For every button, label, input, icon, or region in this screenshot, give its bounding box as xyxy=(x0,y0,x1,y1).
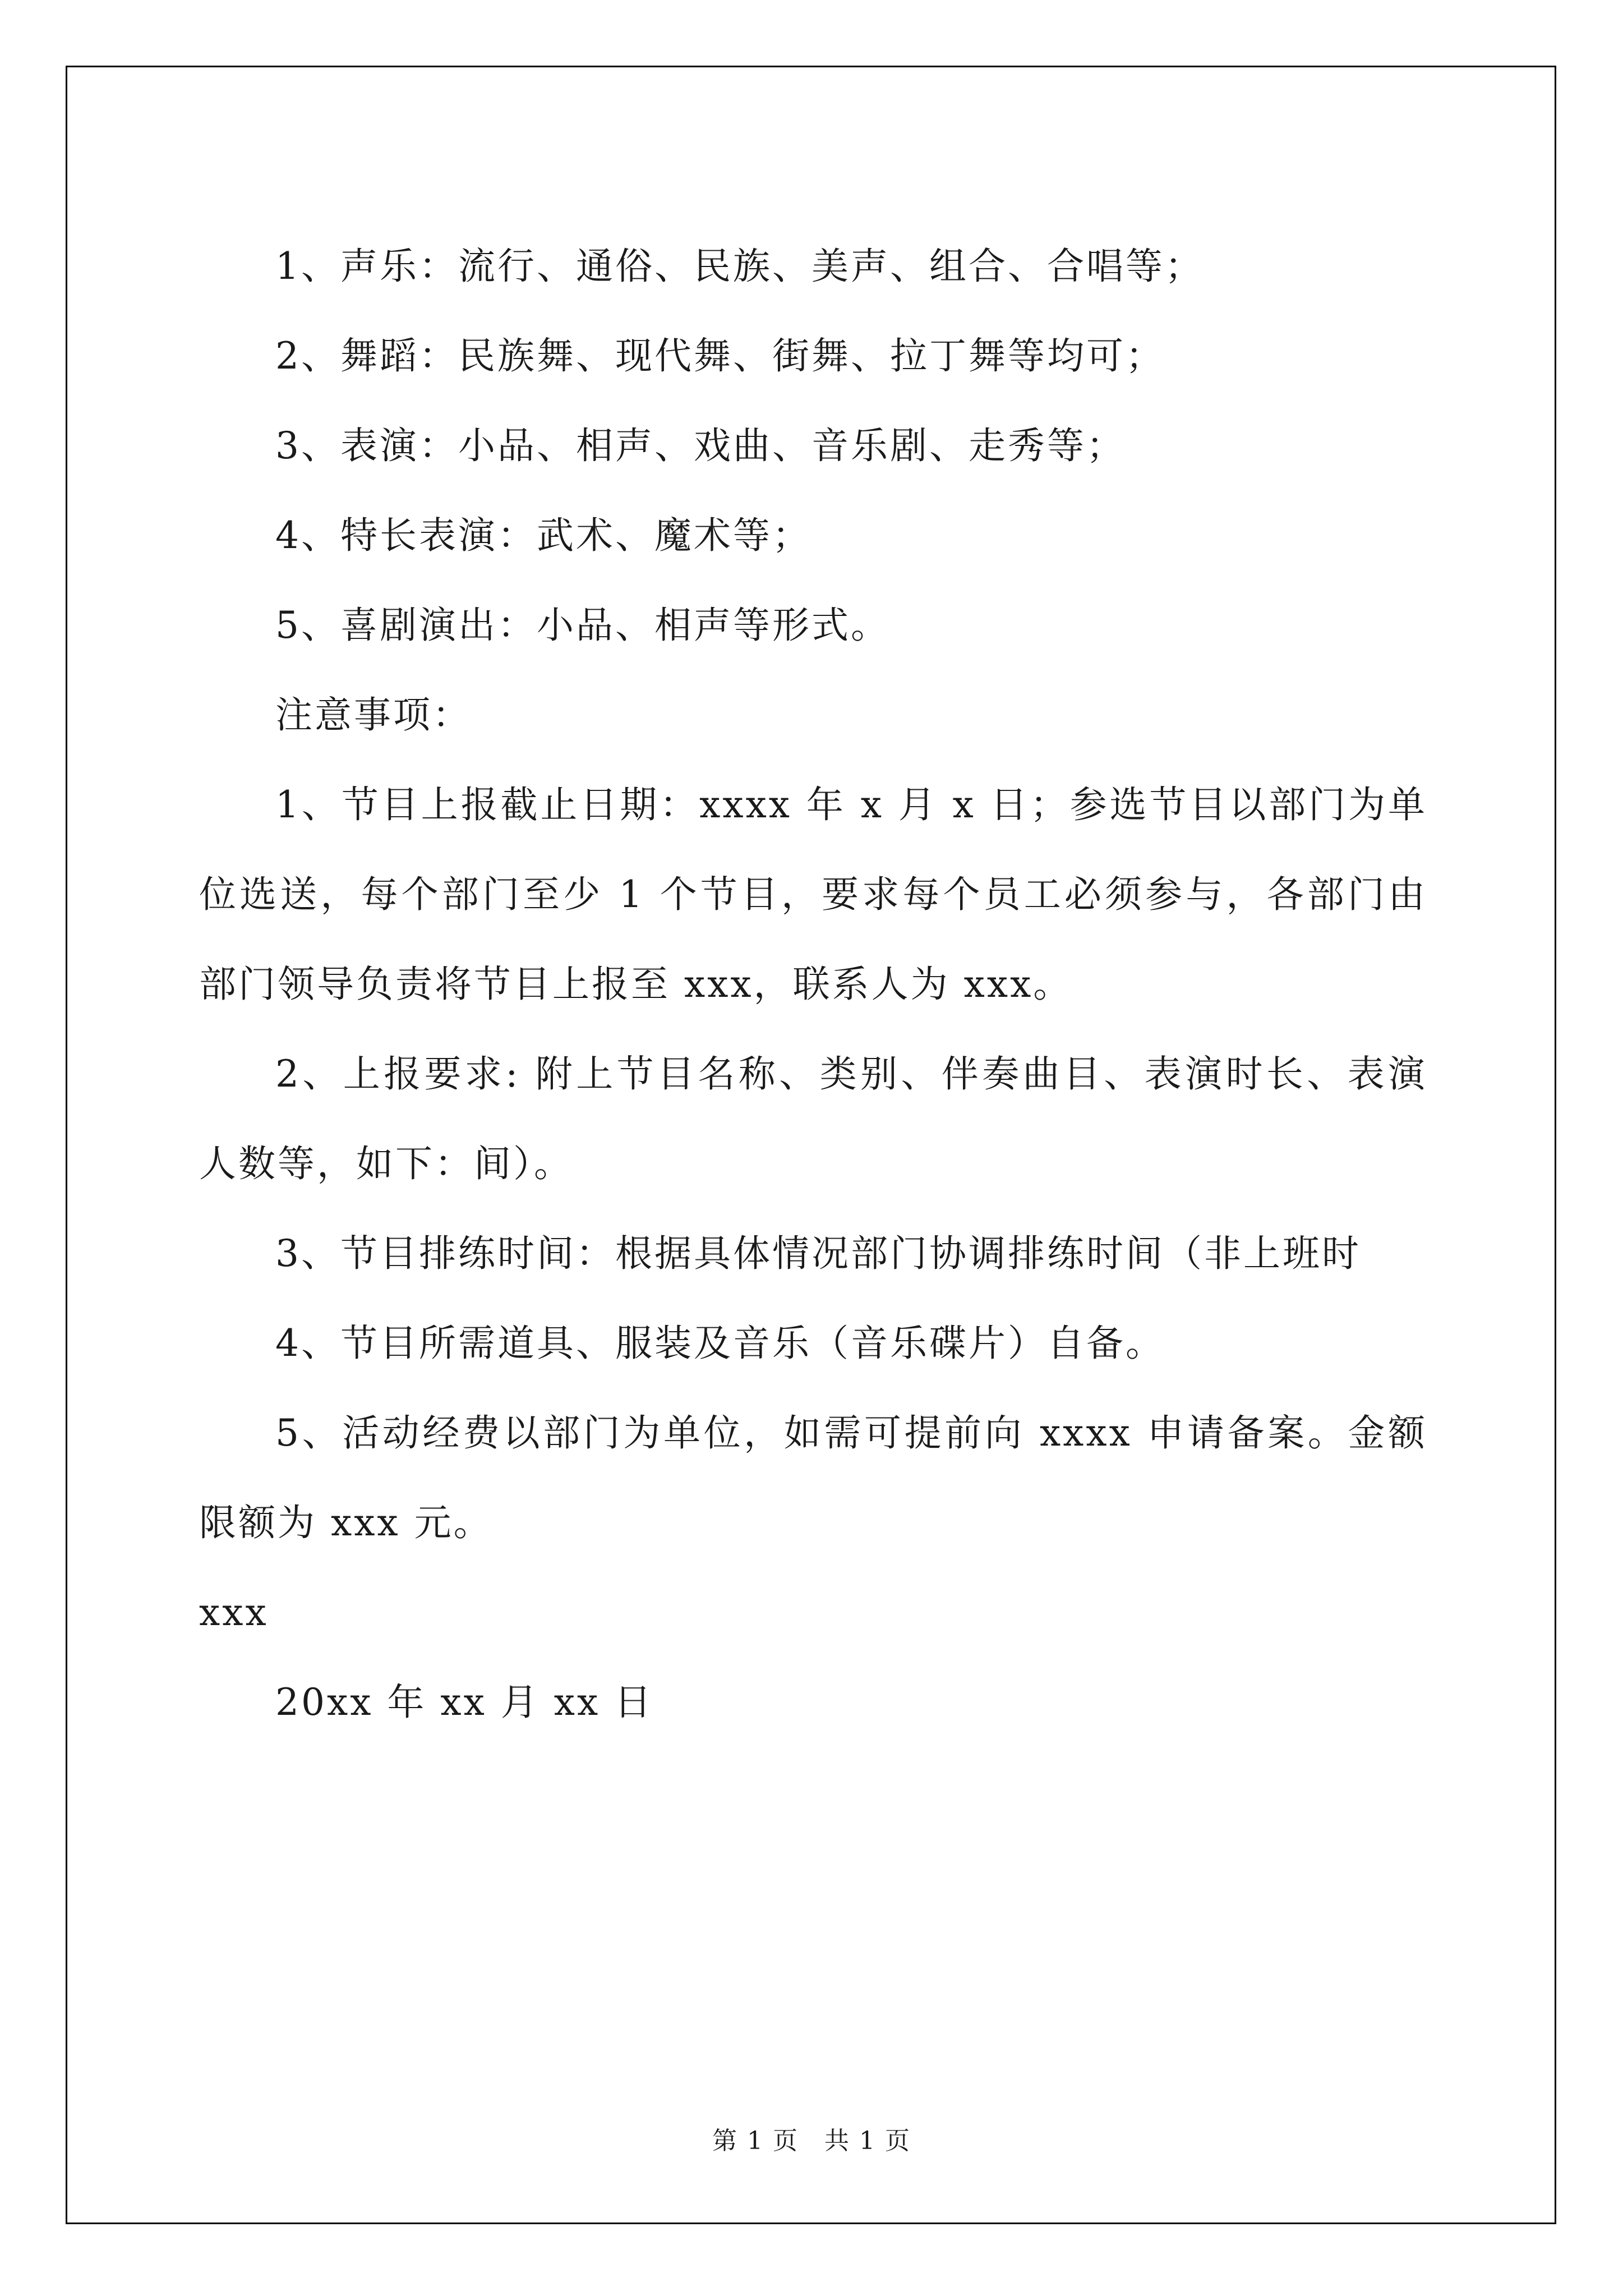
list-item-performance: 3、表演：小品、相声、戏曲、音乐剧、走秀等； xyxy=(275,424,1126,467)
list-item-vocal: 1、声乐：流行、通俗、民族、美声、组合、合唱等； xyxy=(275,245,1204,288)
note-5-line-1: 5、活动经费以部门为单位，如需可提前向 xxxx 申请备案。金额 xyxy=(275,1411,1427,1455)
note-1-line-1: 1、节目上报截止日期：xxxx 年 x 月 x 日；参选节目以部门为单 xyxy=(275,783,1427,826)
list-item-dance: 2、舞蹈：民族舞、现代舞、街舞、拉丁舞等均可； xyxy=(275,334,1165,378)
page-footer: 第 1 页 共 1 页 xyxy=(712,2127,911,2155)
note-2-line-2: 人数等，如下：间）。 xyxy=(199,1142,573,1185)
note-3: 3、节目排练时间：根据具体情况部门协调排练时间（非上班时 xyxy=(275,1232,1361,1275)
note-1-line-2: 位选送，每个部门至少 1 个节目，要求每个员工必须参与，各部门由 xyxy=(199,873,1427,916)
signature: xxx xyxy=(199,1591,269,1634)
date-line: 20xx 年 xx 月 xx 日 xyxy=(275,1681,654,1724)
note-4: 4、节目所需道具、服装及音乐（音乐碟片）自备。 xyxy=(275,1322,1165,1365)
document-body xyxy=(199,222,1427,1747)
list-item-comedy: 5、喜剧演出：小品、相声等形式。 xyxy=(275,604,890,647)
note-5-line-2: 限额为 xxx 元。 xyxy=(199,1501,493,1544)
list-item-special-performance: 4、特长表演：武术、魔术等； xyxy=(275,514,811,557)
note-2-line-1: 2、上报要求: 附上节目名称、类别、伴奏曲目、表演时长、表演 xyxy=(275,1052,1427,1096)
note-1-line-3: 部门领导负责将节目上报至 xxx，联系人为 xxx。 xyxy=(199,963,1073,1006)
notes-heading: 注意事项： xyxy=(275,693,472,737)
